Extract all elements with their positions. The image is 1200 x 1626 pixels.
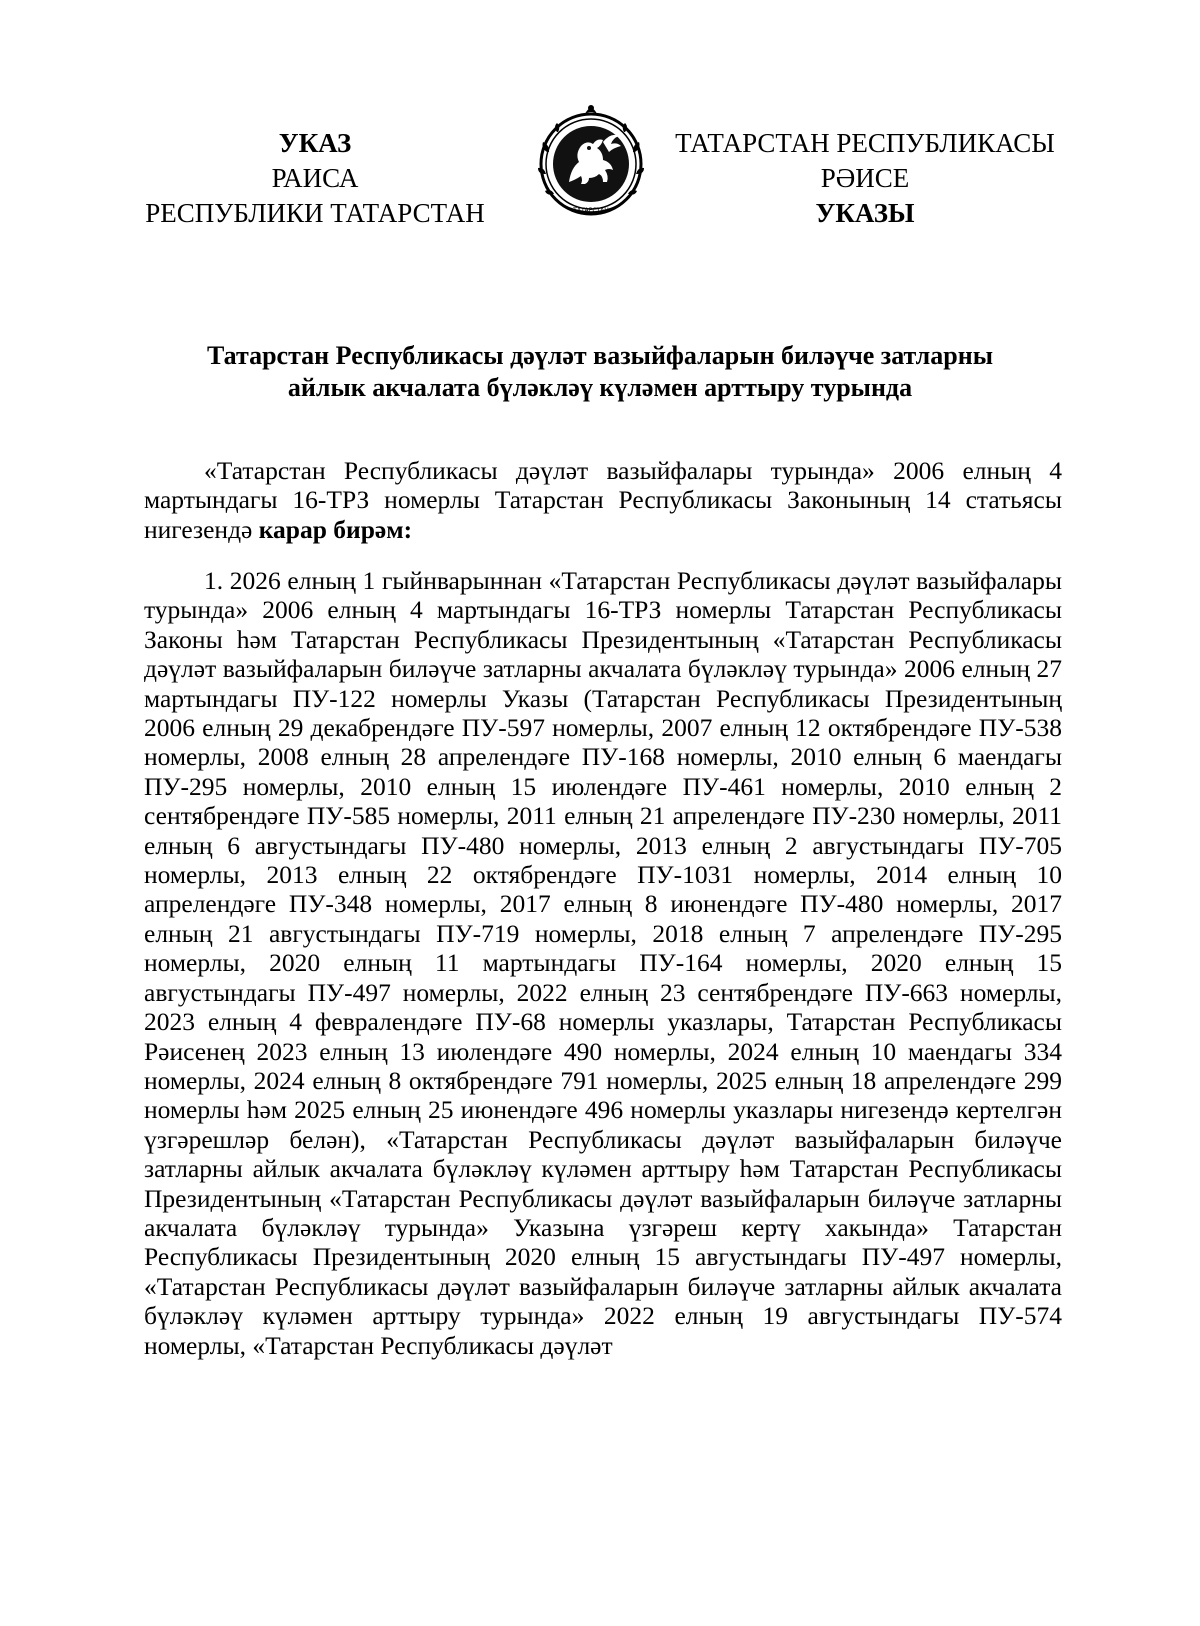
header-right-line2: РӘИСЕ — [820, 163, 910, 193]
header-left-line1: УКАЗ — [278, 128, 352, 158]
header-left-line3: РЕСПУБЛИКИ ТАТАРСТАН — [145, 198, 485, 228]
header-left-line2: РАИСА — [271, 163, 359, 193]
title-line1: Татарстан Республикасы дәүләт вазыйфаларын биләүче затларны — [206, 341, 994, 370]
tatarstan-emblem — [533, 102, 649, 218]
document-title — [120, 340, 1080, 404]
header-right-line3: УКАЗЫ — [815, 198, 915, 228]
title-line2: айлык акчалата бүләкләү күләмен арттыру турында — [287, 373, 913, 402]
preamble-paragraph — [144, 456, 1062, 544]
item-1-text: 1. 2026 елның 1 гыйнварыннан «Татарстан Республикасы дәүләт вазыйфалары турында» 2006 елның 4 мартындагы 16-ТРЗ номерлы Татарстан Республикасы Законы һәм Татарстан Республикасы Президентының «Татарстан Республикасы дәүләт вазыйфаларын биләүче затларны акчалата бүләкләү турында» 2006 елның 27 мартындагы ПУ-122 номерлы Указы (Татарстан Республикасы Президентының 2006 елның 29 декабрендәге ПУ-597 номерлы, 2007 елның 12 октябрендәге ПУ-538 номерлы, 2008 елның 28 апрелендәге ПУ-168 номерлы, 2010 елның 6 маендагы ПУ-295 номерлы, 2010 елның 15 июлендәге ПУ-461 номерлы, 2010 елның 2 сентябрендәге ПУ-585 номерлы, 2011 елның 21 апрелендәге ПУ-230 номерлы, 2011 елның 6 августындагы ПУ-480 номерлы, 2013 елның 2 августындагы ПУ-705 номерлы, 2013 елның 22 октябрендәге ПУ-1031 номерлы, 2014 елның 10 апрелендәге ПУ-348 номерлы, 2017 елның 8 июнендәге ПУ-480 номерлы, 2017 елның 21 августындагы ПУ-719 номерлы, 2018 елның 7 апрелендәге ПУ-295 номерлы, 2020 елның 11 мартындагы ПУ-164 номерлы, 2020 елның 15 августындагы ПУ-497 номерлы, 2022 елның 23 сентябрендәге ПУ-663 номерлы, 2023 елның 4 февралендәге ПУ-68 номерлы указлары, Татарстан Республикасы Рәисенең 2023 елның 13 июлендәге 490 номерлы, 2024 елның 10 маендагы 334 номерлы, 2024 елның 8 октябрендәге 791 номерлы, 2025 елның 18 апрелендәге 299 номерлы һәм 2025 елның 25 июнендәге 496 номерлы указлары нигезендә кертелгән үзгәрешләр белән), «Татарстан Республикасы дәүләт вазыйфаларын биләүче затларны айлык акчалата бүләкләү күләмен арттыру һәм Татарстан Республикасы Президентының «Татарстан Республикасы дәүләт вазыйфаларын биләүче затларны акчалата бүләкләү турында» Указына үзгәреш кертү хакында» Татарстан Республикасы Президентының 2020 елның 15 августындагы ПУ-497 номерлы, «Татарстан Республикасы дәүләт вазыйфаларын биләүче затларны айлык акчалата бүләкләү күләмен арттыру турында» 2022 елның 19 августындагы ПУ-574 номерлы, «Татарстан Республикасы дәүләт — [144, 566, 1062, 1360]
header-right-line1: ТАТАРСТАН РЕСПУБЛИКАСЫ — [675, 128, 1055, 158]
preamble-text: «Татарстан Республикасы дәүләт вазыйфалары турында» 2006 елның 4 мартындагы 16-ТРЗ номерлы Татарстан Республикасы Законының 14 статьясы нигезендә — [144, 456, 1062, 544]
emblem-banner-text: ТАТАРСТАН — [573, 207, 609, 214]
header-left-block — [120, 126, 510, 231]
item-1-paragraph — [144, 566, 1062, 1360]
header-right-block — [670, 126, 1060, 231]
preamble-decision: карар бирәм: — [258, 514, 413, 544]
